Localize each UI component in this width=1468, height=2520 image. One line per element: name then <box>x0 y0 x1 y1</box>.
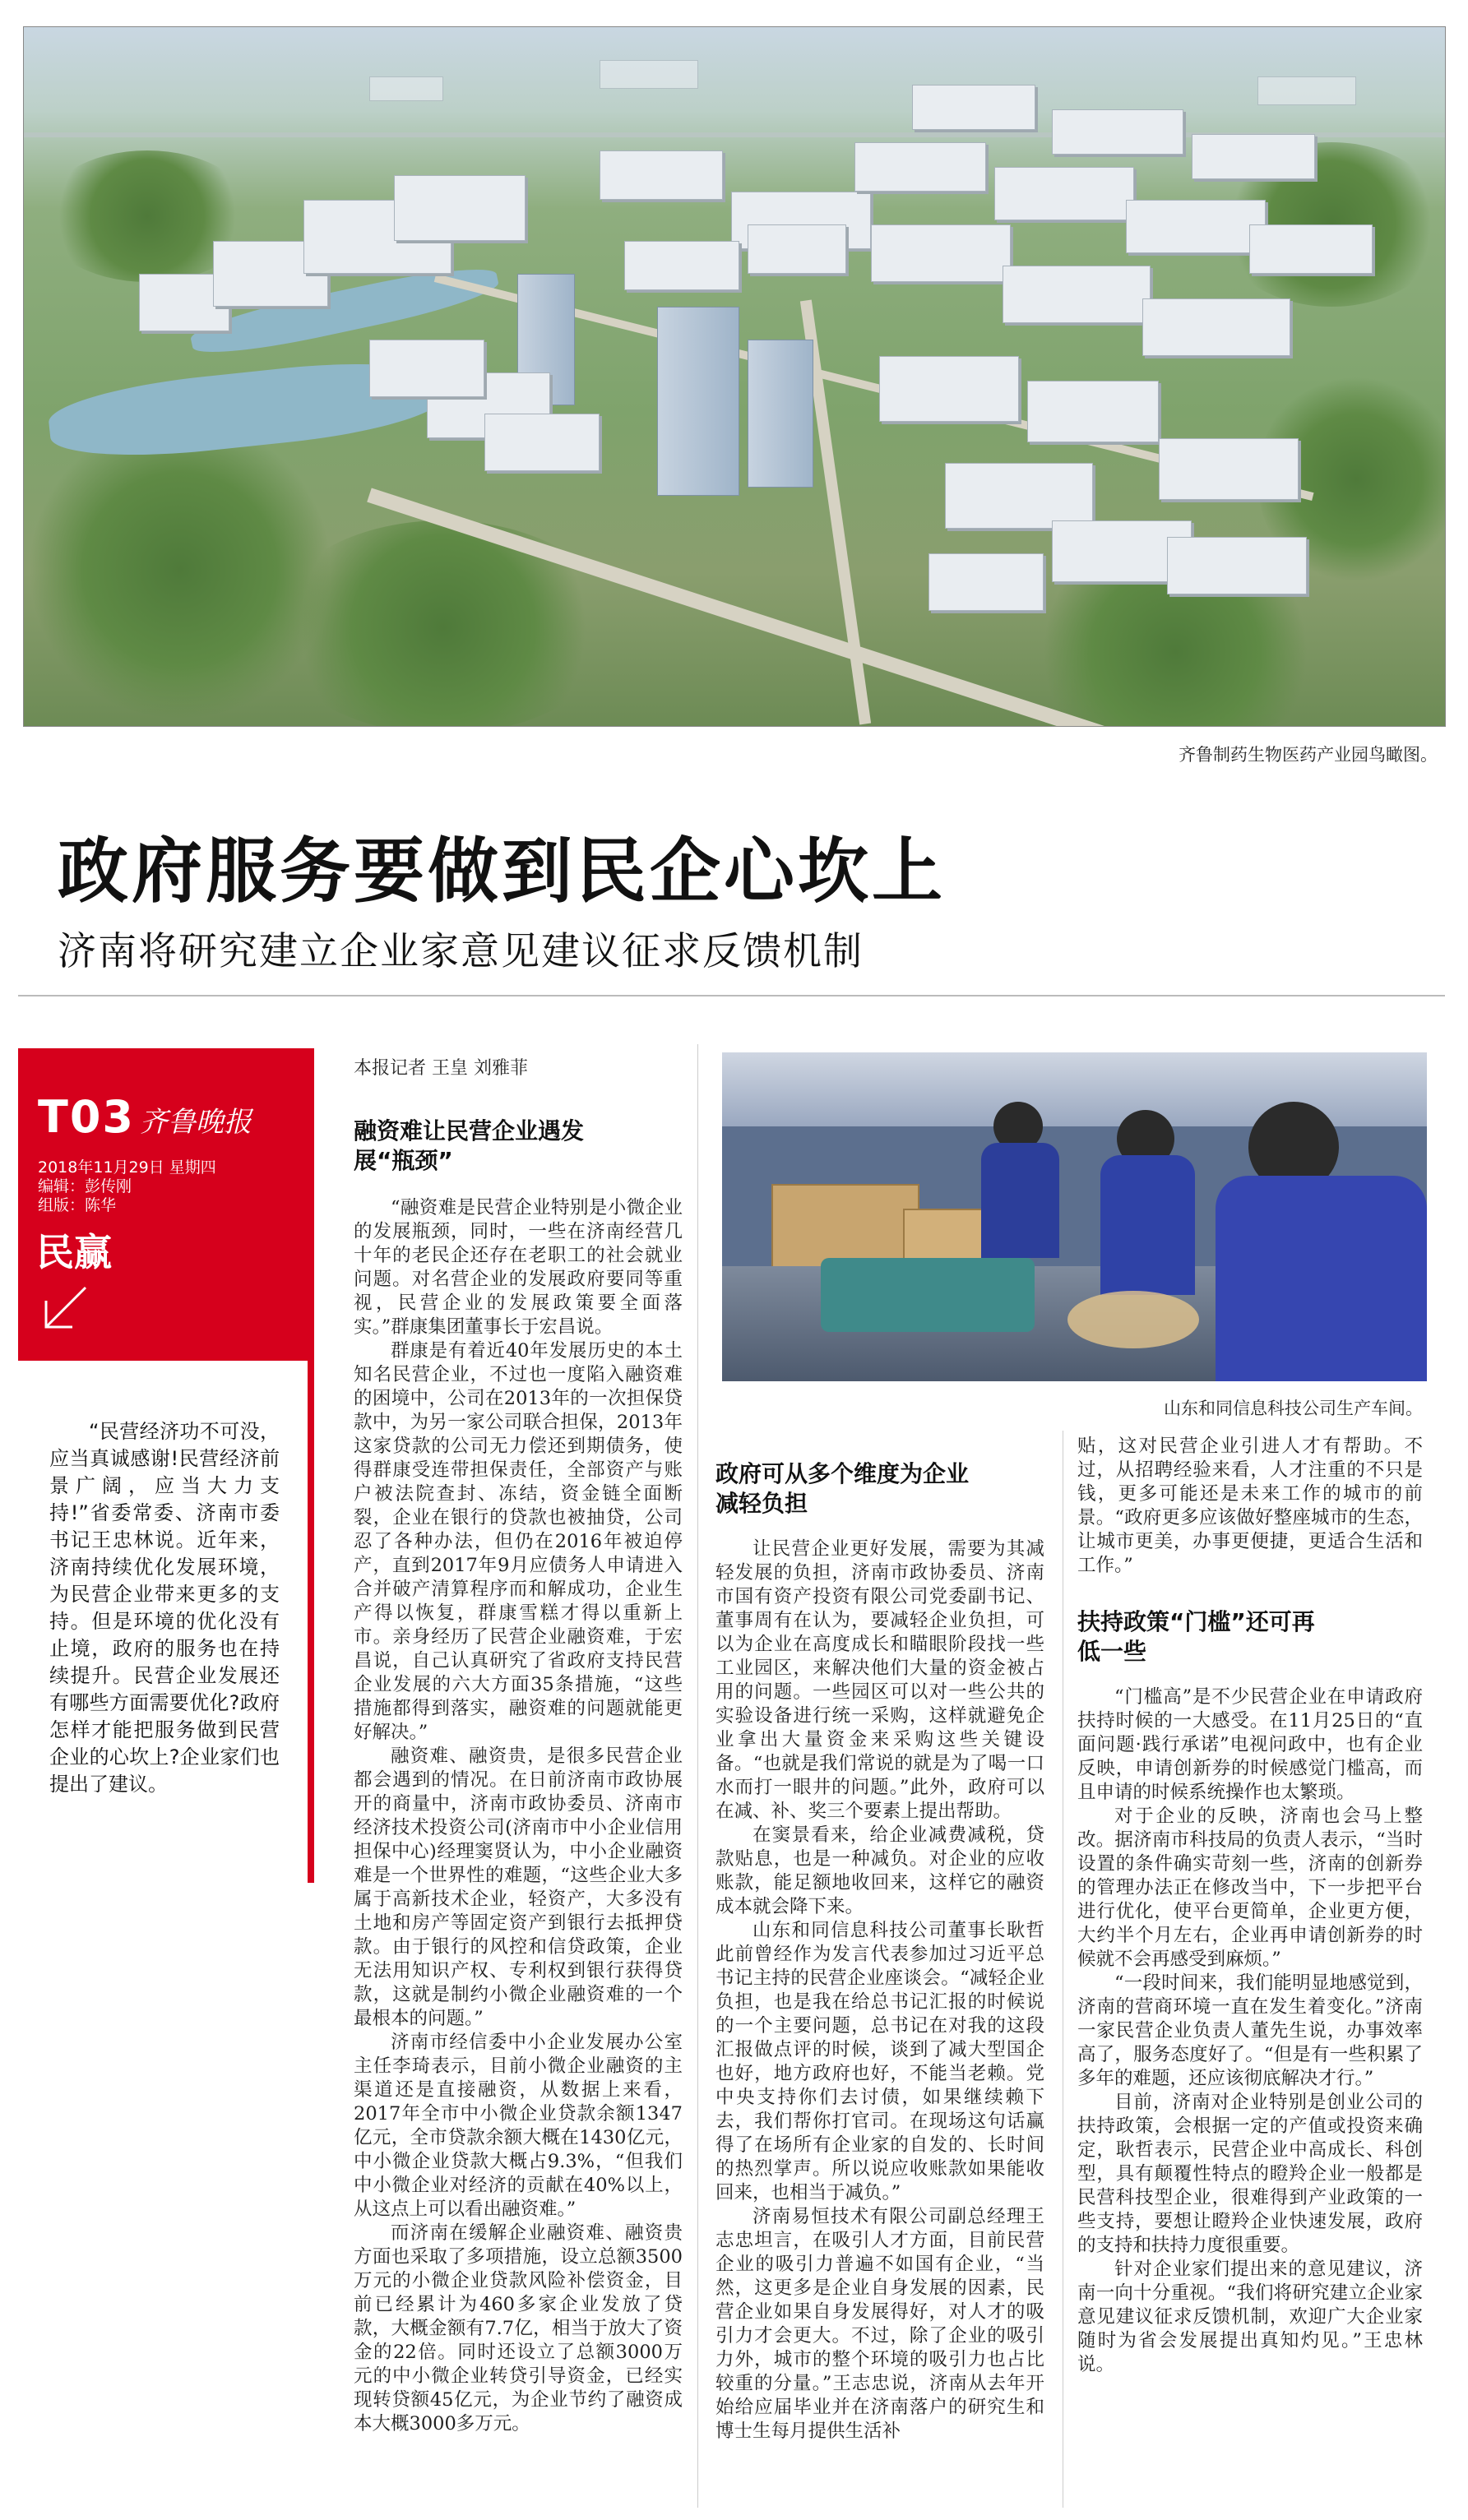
paragraph: 对于企业的反映，济南也会马上整改。据济南市科技局的负责人表示，“当时设置的条件确实苛刻一些，济南的创新券的管理办法正在修改当中，下一步把平台进行优化，使平台更简单，企业更方便，大约半个月左右，企业再申请创新券的时候就不会再感受到麻烦。” <box>1077 1806 1423 1970</box>
photo-caption: 齐鲁制药生物医药产业园鸟瞰图。 <box>1179 745 1438 765</box>
paragraph: 济南易恒技术有限公司副总经理王志忠坦言，在吸引人才方面，目前民营企业的吸引力普遍不如国有企业，“当然，这更多是企业自身发展的因素，民营企业如果自身发展得好，对人才的吸引力才会更大。不过，除了企业的吸引力外，城市的整个环境的吸引力也占比较重的分量。”王志忠说，济南从去年开始给应届毕业并在济南落户的研究生和博士生每月提供生活补 <box>715 2206 1044 2442</box>
paragraph: 在窦景看来，给企业减费减税，贷款贴息，也是一种减负。对企业的应收账款，能足额地收回来，这样它的融资成本就会降下来。 <box>715 1824 1044 1917</box>
factory-photo <box>722 1052 1427 1381</box>
editor: 编辑：彭传刚 <box>38 1177 132 1195</box>
paragraph: “融资难是民营企业特别是小微企业的发展瓶颈，同时，一些在济南经营几十年的老民企还存在老职工的社会就业问题。对名营企业的发展政府要同等重视，民营企业的发展政策要全面落实。”群康集团董事长于宏昌说。 <box>354 1197 683 1338</box>
column-title: 民赢 <box>36 1230 112 1274</box>
paragraph: “门槛高”是不少民营企业在申请政府扶持时候的一大感受。在11月25日的“直面问题·践行承诺”电视问政中，也有企业反映，申请创新券的时候感觉门槛高，而且申请的时候系统操作也太繁琐。 <box>1077 1686 1423 1803</box>
column-rule <box>697 1044 698 2508</box>
paragraph: 让民营企业更好发展，需要为其减轻发展的负担，济南市政协委员、济南市国有资产投资有限公司党委副书记、董事周有在认为，要减轻企业负担，可以为企业在高度成长和瞄眼阶段找一些工业园区，来解决他们大量的资金被占用的问题。一些园区可以对一些公共的实验设备进行统一采购，这样就避免企业拿出大量资金来采购这些关键设备。“也就是我们常说的就是为了喝一口水而打一眼井的问题。”此外，政府可以在减、补、奖三个要素上提出帮助。 <box>715 1538 1044 1822</box>
byline: 本报记者 王皇 刘雅菲 <box>354 1058 528 1079</box>
paragraph: 山东和同信息科技公司董事长耿哲此前曾经作为发言代表参加过习近平总书记主持的民营企业座谈会。“减轻企业负担，也是我在给总书记汇报的时候说的一个主要问题，总书记在对我的这段汇报做点评的时候，谈到了减大型国企也好，地方政府也好，不能当老赖。党中央支持你们去讨债，如果继续赖下去，我们帮你打官司。在现场这句话赢得了在场所有企业家的自发的、长时间的热烈掌声。所以说应收账款如果能收回来，也相当于减负。” <box>715 1920 1044 2203</box>
headline: 政府服务要做到民企心坎上 <box>58 830 946 913</box>
issue-date: 2018年11月29日 星期四 <box>38 1158 216 1177</box>
layout-credit: 组版：陈华 <box>38 1196 117 1214</box>
section-masthead <box>18 1048 308 1361</box>
factory-caption: 山东和同信息科技公司生产车间。 <box>1164 1399 1423 1418</box>
paragraph: 济南市经信委中小企业发展办公室主任李琦表示，目前小微企业融资的主渠道还是直接融资，从数据上来看，2017年全市中小微企业贷款余额1347亿元，全市贷款余额大概在1430亿元，中小微企业贷款大概占9.3%，“但我们中小微企业对经济的贡献在40%以上，从这点上可以看出融资难。” <box>354 2032 683 2220</box>
paper-name: 齐鲁晚报 <box>140 1106 252 1139</box>
section-heading-threshold: 扶持政策“门槛”还可再低一些 <box>1077 1608 1315 1665</box>
column-2-body <box>354 1196 683 2436</box>
paragraph: 贴，这对民营企业引进人才有帮助。不过，从招聘经验来看，人才注重的不只是钱，更多可能还是未来工作的城市的前景。“政府更多应该做好整座城市的生态，让城市更美，办事更便捷，更适合生活和工作。” <box>1077 1436 1423 1576</box>
column-4-body <box>1077 1685 1423 2377</box>
paragraph: 群康是有着近40年发展历史的本土知名民营企业，不过也一度陷入融资难的困境中，公司在2013年的一次担保贷款中，为另一家公司联合担保，2013年这家贷款的公司无力偿还到期债务，使得群康受连带担保责任，全部资产与账户被法院查封、冻结，资金链全面断裂，企业在银行的贷款也被抽贷，公司忍了各种办法，但仍在2016年被迫停产，直到2017年9月应债务人申请进入合并破产清算程序而和解成功，企业生产得以恢复，群康雪糕才得以重新上市。亲身经历了民营企业融资难，于宏昌说，自己认真研究了省政府支持民营企业发展的六大方面35条措施，“这些措施都得到落实，融资难的问题就能更好解决。” <box>354 1340 683 1743</box>
section-heading-financing: 融资难让民营企业遇发展“瓶颈” <box>354 1117 585 1174</box>
arrow-down-left-icon <box>41 1283 90 1332</box>
paragraph: 针对企业家们提出来的意见建议，济南一向十分重视。“我们将研究建立企业家意见建议征求反馈机制，欢迎广大企业家随时为省会发展提出真知灼见。”王忠林说。 <box>1077 2259 1423 2375</box>
aerial-photo <box>23 26 1446 727</box>
paragraph: 而济南在缓解企业融资难、融资贵方面也采取了多项措施，设立总额3500万元的小微企业贷款风险补偿资金，目前已经累计为460多家企业发放了贷款，大概金额有7.7亿，相当于放大了资金的22倍。同时还设立了总额3000万元的中小微企业转贷引导资金，已经实现转贷额45亿元，为企业节约了融资成本大概3000多万元。 <box>354 2222 683 2434</box>
section-heading-burden: 政府可从多个维度为企业减轻负担 <box>715 1460 970 1517</box>
divider <box>18 995 1445 996</box>
intro-text: “民营经济功不可没，应当真诚感谢!民营经济前景广阔，应当大力支持!”省委常委、济南市委书记王忠林说。近年来，济南持续优化发展环境，为民营企业带来更多的支持。但是环境的优化没有止境，政府的服务也在持续提升。民营企业发展还有哪些方面需要优化?政府怎样才能把服务做到民营企业的心坎上?企业家们也提出了建议。 <box>49 1420 280 1796</box>
paragraph: 融资难、融资贵，是很多民营企业都会遇到的情况。在日前济南市政协展开的商量中，济南市政协委员、济南市经济技术投资公司(济南市中小企业信用担保中心)经理窦贤认为，中小企业融资难是一个世界性的难题，“这些企业大多属于高新技术企业，轻资产，大多没有土地和房产等固定资产到银行去抵押贷款。由于银行的风控和信贷政策，企业无法用知识产权、专利权到银行获得贷款，这就是制约小微企业融资难的一个最根本的问题。” <box>354 1746 683 2029</box>
page-number: T03 <box>38 1091 135 1143</box>
subheadline: 济南将研究建立企业家意见建议征求反馈机制 <box>58 929 864 974</box>
column-3-body <box>715 1537 1044 2444</box>
paragraph: 目前，济南对企业特别是创业公司的扶持政策，会根据一定的产值或投资来确定，耿哲表示，民营企业中高成长、科创型，具有颠覆性特点的瞪羚企业一般都是民营科技型企业，很难得到产业政策的一些支持，要想让瞪羚企业快速发展，政府的支持和扶持力度很重要。 <box>1077 2092 1423 2256</box>
paragraph: “一段时间来，我们能明显地感觉到，济南的营商环境一直在发生着变化。”济南一家民营企业负责人董先生说，办事效率高了，服务态度好了。“但是有一些积累了多年的难题，还应该彻底解决才行。” <box>1077 1972 1423 2089</box>
column-4-carry <box>1077 1435 1423 1578</box>
